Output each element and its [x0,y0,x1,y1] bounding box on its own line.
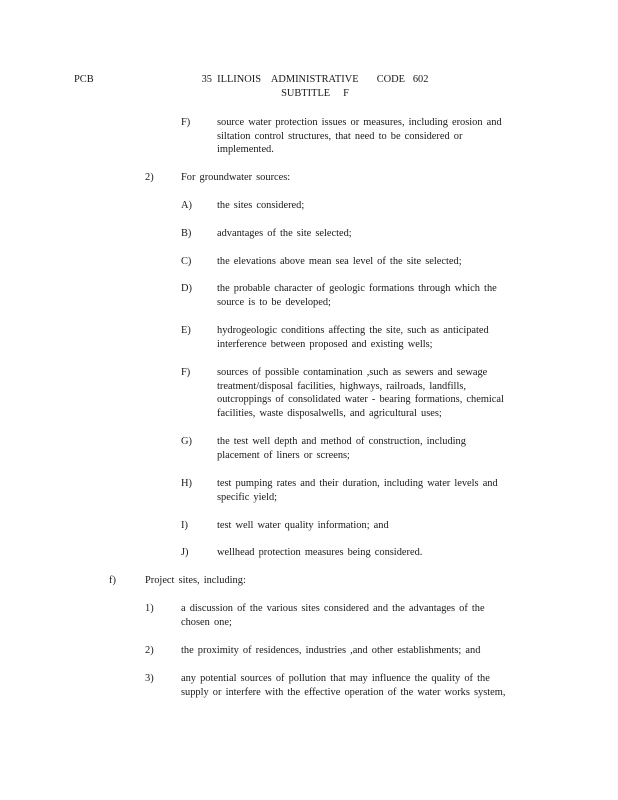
item-text: any potential sources of pollution that may influence the quality of the supply or interfere with the effective operation of the water works system, [181,673,506,698]
item-label: J) [181,547,189,558]
item-text: sources of possible contamination ,such as sewers and sewage treatment/disposal facilities, highways, railroads, landfills, outcroppings of consolidated water - bearing formations, chemical facilities, waste disposalwells, and agricultural uses; [217,367,504,419]
item-text: the sites considered; [217,200,305,211]
item-text: the test well depth and method of construction, including placement of liners or screens; [217,436,466,461]
item-text: Project sites, including: [145,575,246,586]
item-text: For groundwater sources: [181,172,291,183]
item-label: A) [181,200,192,211]
item-label: I) [181,520,188,531]
item-text: advantages of the site selected; [217,228,352,239]
header-left-code: PCB [74,74,94,85]
item-label: f) [109,575,116,586]
item-text: the probable character of geologic formations through which the source is to be developed; [217,283,497,308]
item-label: B) [181,228,192,239]
item-label: 2) [145,172,154,183]
item-text: test well water quality information; and [217,520,389,531]
item-label: D) [181,283,192,294]
item-text: a discussion of the various sites considered and the advantages of the chosen one; [181,603,485,628]
item-label: F) [181,367,191,378]
item-label: F) [181,117,191,128]
item-text: the elevations above mean sea level of the site selected; [217,256,462,267]
item-label: 1) [145,603,154,614]
item-label: G) [181,436,192,447]
header-title-line-1: 35 ILLINOIS ADMINISTRATIVE CODE 602 [201,74,429,85]
item-label: C) [181,256,192,267]
item-text: test pumping rates and their duration, including water levels and specific yield; [217,478,498,503]
item-text: the proximity of residences, industries ,and other establishments; and [181,645,481,656]
item-text: hydrogeologic conditions affecting the site, such as anticipated interference between proposed and existing wells; [217,325,489,350]
item-text: source water protection issues or measures, including erosion and siltation control structures, that need to be considered or implemented. [217,117,502,156]
item-label: E) [181,325,191,336]
header-title [150,73,480,100]
item-text: wellhead protection measures being considered. [217,547,423,558]
item-label: 2) [145,645,154,656]
header-title-line-2: SUBTITLE F [281,87,349,99]
item-label: 3) [145,673,154,684]
item-label: H) [181,478,192,489]
